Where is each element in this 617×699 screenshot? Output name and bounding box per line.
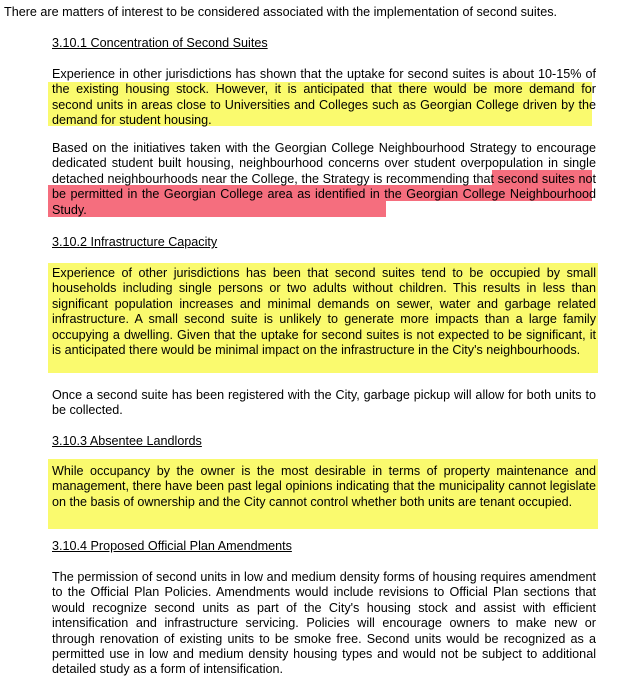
- paragraph-text: Based on the initiatives taken with the Georgian College Neighbourhood Strategy to encourage dedicated student built housing, neighbourhood concerns over student overpopulation in single detached neighbourhoods near the College,: [52, 141, 596, 186]
- paragraph-absentee-1: [52, 464, 596, 510]
- paragraph-amendments-1: The permission of second units in low and medium density forms of housing requires amendment to the Official Plan Policies. Amendments would include revisions to Official Plan sections that would recognize second units as part of the City's housing stock and assist with efficient intensification and infrastructure servicing. Policies will encourage owners to make new or through renovation of existing units to be smoke free. Second units would be recognized as a permitted use in low and medium density housing types and would not be subject to additional detailed study as a form of intensification.: [52, 570, 596, 677]
- paragraph-text: Experience in other jurisdictions has shown that the uptake for second suites is about 10-15% of the existing housing stock. However,: [52, 67, 596, 97]
- highlighted-text: it is anticipated that there would be more demand for second units in areas close to Universities and Colleges such as Georgian College driven by the demand for student housing.: [52, 82, 596, 128]
- highlighted-text: While occupancy by the owner is the most desirable in terms of property maintenance and management, there have been past legal opinions indicating that the municipality cannot legislate on the basis of ownership and the City cannot control whether both units are tenant occupied.: [52, 464, 596, 509]
- paragraph-concentration-1: [52, 67, 596, 129]
- highlighted-text: Experience of other jurisdictions has been that second suites tend to be occupied by small households including single persons or two adults without children. This results in less than significant population increases and minimal demands on sewer, water and garbage related infrastructure. A small second suite is unlikely to generate more impacts than a large family occupying a dwelling. Given that the uptake for second suites is not expected to be significant, it is anticipated there would be minimal impact on the infrastructure in the City's neighbourhoods.: [52, 266, 596, 358]
- section-heading-infrastructure: 3.10.2 Infrastructure Capacity: [52, 235, 218, 249]
- paragraph-concentration-2: [52, 141, 596, 218]
- intro-text: There are matters of interest to be considered associated with the implementation of second suites.: [4, 5, 558, 19]
- highlighted-text: the Strategy is recommending that second suites not be permitted in the Georgian College area as identified in the Georgian College Neighbourhood Study.: [52, 171, 596, 217]
- paragraph-infrastructure-2: Once a second suite has been registered with the City, garbage pickup will allow for both units to be collected.: [52, 388, 596, 418]
- section-heading-absentee: 3.10.3 Absentee Landlords: [52, 434, 202, 448]
- section-heading-amendments: 3.10.4 Proposed Official Plan Amendments: [52, 539, 292, 553]
- paragraph-infrastructure-1: [52, 266, 596, 358]
- section-heading-concentration: 3.10.1 Concentration of Second Suites: [52, 36, 268, 50]
